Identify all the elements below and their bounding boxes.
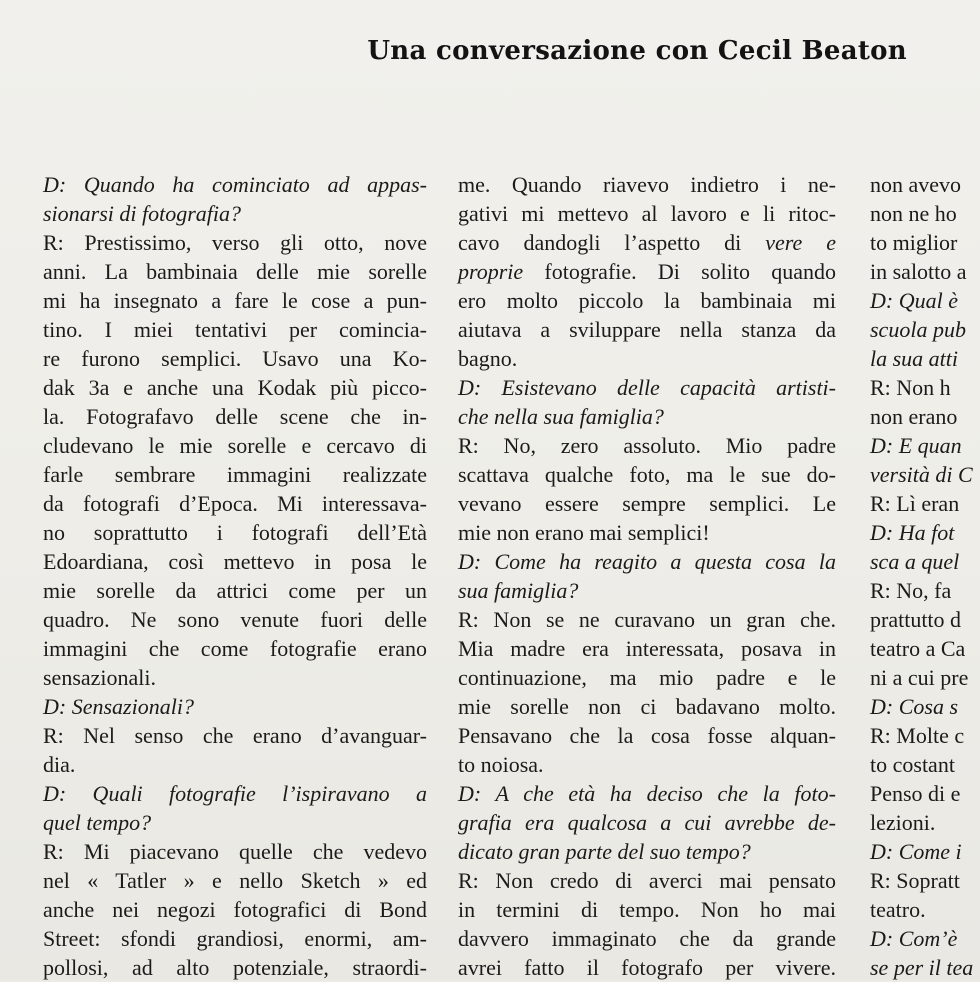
answer-line: ero molto piccolo la bambinaia mi	[458, 288, 836, 313]
answer-line: cludevano le mie sorelle e cercavo di	[43, 433, 427, 458]
answer-line: sensazionali.	[43, 665, 157, 690]
page-title: Una conversazione con Cecil Beaton	[367, 36, 907, 66]
question-line: grafia era qualcosa a cui avrebbe de-	[458, 810, 836, 835]
question-line: sua famiglia?	[458, 578, 579, 603]
answer-line: R: Non se ne curavano un gran che.	[458, 607, 836, 632]
question-line: dicato gran parte del suo tempo?	[458, 839, 751, 864]
question-line: quel tempo?	[43, 810, 152, 835]
question-line: se per il tea	[870, 955, 974, 980]
answer-line: to noiosa.	[458, 752, 544, 777]
answer-line: Street: sfondi grandiosi, enormi, am-	[43, 926, 427, 951]
question-line: versità di C	[870, 462, 973, 487]
answer-line: R: No, zero assoluto. Mio padre	[458, 433, 836, 458]
answer-line: Mia madre era interessata, posava in	[458, 636, 836, 661]
answer-line: in salotto a	[870, 259, 967, 284]
answer-line: non erano	[870, 404, 958, 429]
answer-line: R: Nel senso che erano d’avanguar-	[43, 723, 427, 748]
answer-line: R: Non credo di averci mai pensato	[458, 868, 836, 893]
question-line: D: A che età ha deciso che la foto-	[458, 781, 836, 806]
answer-line: lezioni.	[870, 810, 936, 835]
answer-line: gativi mi mettevo al lavoro e li ritoc-	[458, 201, 836, 226]
answer-line: Edoardiana, così mettevo in posa le	[43, 549, 427, 574]
answer-line: bagno.	[458, 346, 518, 371]
answer-line: R: Molte c	[870, 723, 965, 748]
question-line: D: Cosa s	[870, 694, 959, 719]
answer-line: vevano essere sempre semplici. Le	[458, 491, 836, 516]
answer-line: re furono semplici. Usavo una Ko-	[43, 346, 427, 371]
answer-line: avrei fatto il fotografo per vivere.	[458, 955, 836, 980]
answer-line: proprie fotografie. Di solito quando	[458, 259, 836, 284]
answer-line: scattava qualche foto, ma le sue do-	[458, 462, 836, 487]
answer-line: mie sorelle da attrici come per un	[43, 578, 427, 603]
question-line: D: Quali fotografie l’ispiravano a	[43, 781, 427, 806]
question-line: D: Come i	[870, 839, 962, 864]
answer-line: continuazione, ma mio padre e le	[458, 665, 836, 690]
answer-line: ni a cui pre	[870, 665, 969, 690]
answer-line: mie non erano mai semplici!	[458, 520, 710, 545]
answer-line: R: Prestissimo, verso gli otto, nove	[43, 230, 427, 255]
answer-line: Pensavano che la cosa fosse alquan-	[458, 723, 836, 748]
answer-line: anche nei negozi fotografici di Bond	[43, 897, 427, 922]
question-line: D: Esistevano delle capacità artisti-	[458, 375, 836, 400]
question-line: D: Com’è	[870, 926, 958, 951]
text-column-3	[870, 170, 980, 982]
text-column-2	[458, 170, 836, 982]
answer-line: teatro.	[870, 897, 926, 922]
answer-line: teatro a Ca	[870, 636, 966, 661]
answer-line: R: Lì eran	[870, 491, 960, 516]
answer-line: la. Fotografavo delle scene che in-	[43, 404, 427, 429]
answer-line: R: No, fa	[870, 578, 952, 603]
question-line: D: Sensazionali?	[43, 694, 194, 719]
answer-line: in termini di tempo. Non ho mai	[458, 897, 836, 922]
answer-line: farle sembrare immagini realizzate	[43, 462, 427, 487]
answer-line: R: Mi piacevano quelle che vedevo	[43, 839, 427, 864]
text-column-1	[43, 170, 427, 982]
answer-line: mi ha insegnato a fare le cose a pun-	[43, 288, 427, 313]
question-line: la sua atti	[870, 346, 959, 371]
answer-line: prattutto d	[870, 607, 962, 632]
question-line: D: Qual è	[870, 288, 958, 313]
answer-line: pollosi, ad alto potenziale, straordi-	[43, 955, 427, 980]
answer-line: quadro. Ne sono venute fuori delle	[43, 607, 427, 632]
answer-line: non avevo	[870, 172, 962, 197]
answer-line: to costant	[870, 752, 955, 777]
answer-line: nel « Tatler » e nello Sketch » ed	[43, 868, 427, 893]
question-line: sca a quel	[870, 549, 960, 574]
answer-line: anni. La bambinaia delle mie sorelle	[43, 259, 427, 284]
question-line: sionarsi di fotografia?	[43, 201, 242, 226]
question-line: che nella sua famiglia?	[458, 404, 664, 429]
answer-line: non ne ho	[870, 201, 957, 226]
answer-line: da fotografi d’Epoca. Mi interessava-	[43, 491, 427, 516]
question-line: D: E quan	[870, 433, 962, 458]
answer-line: R: Non h	[870, 375, 951, 400]
answer-line: aiutava a sviluppare nella stanza da	[458, 317, 836, 342]
answer-line: mie sorelle non ci badavano molto.	[458, 694, 836, 719]
answer-line: cavo dandogli l’aspetto di vere e	[458, 230, 836, 255]
answer-line: dia.	[43, 752, 76, 777]
question-line: D: Come ha reagito a questa cosa la	[458, 549, 836, 574]
question-line: D: Quando ha cominciato ad appas-	[43, 172, 427, 197]
answer-line: tino. I miei tentativi per comincia-	[43, 317, 427, 342]
answer-line: R: Sopratt	[870, 868, 960, 893]
answer-line: to miglior	[870, 230, 958, 255]
answer-line: davvero immaginato che da grande	[458, 926, 836, 951]
answer-line: Penso di e	[870, 781, 961, 806]
answer-line: me. Quando riavevo indietro i ne-	[458, 172, 836, 197]
answer-line: dak 3a e anche una Kodak più picco-	[43, 375, 427, 400]
answer-line: immagini che come fotografie erano	[43, 636, 427, 661]
question-line: D: Ha fot	[870, 520, 955, 545]
question-line: scuola pub	[870, 317, 966, 342]
answer-line: no soprattutto i fotografi dell’Età	[43, 520, 427, 545]
